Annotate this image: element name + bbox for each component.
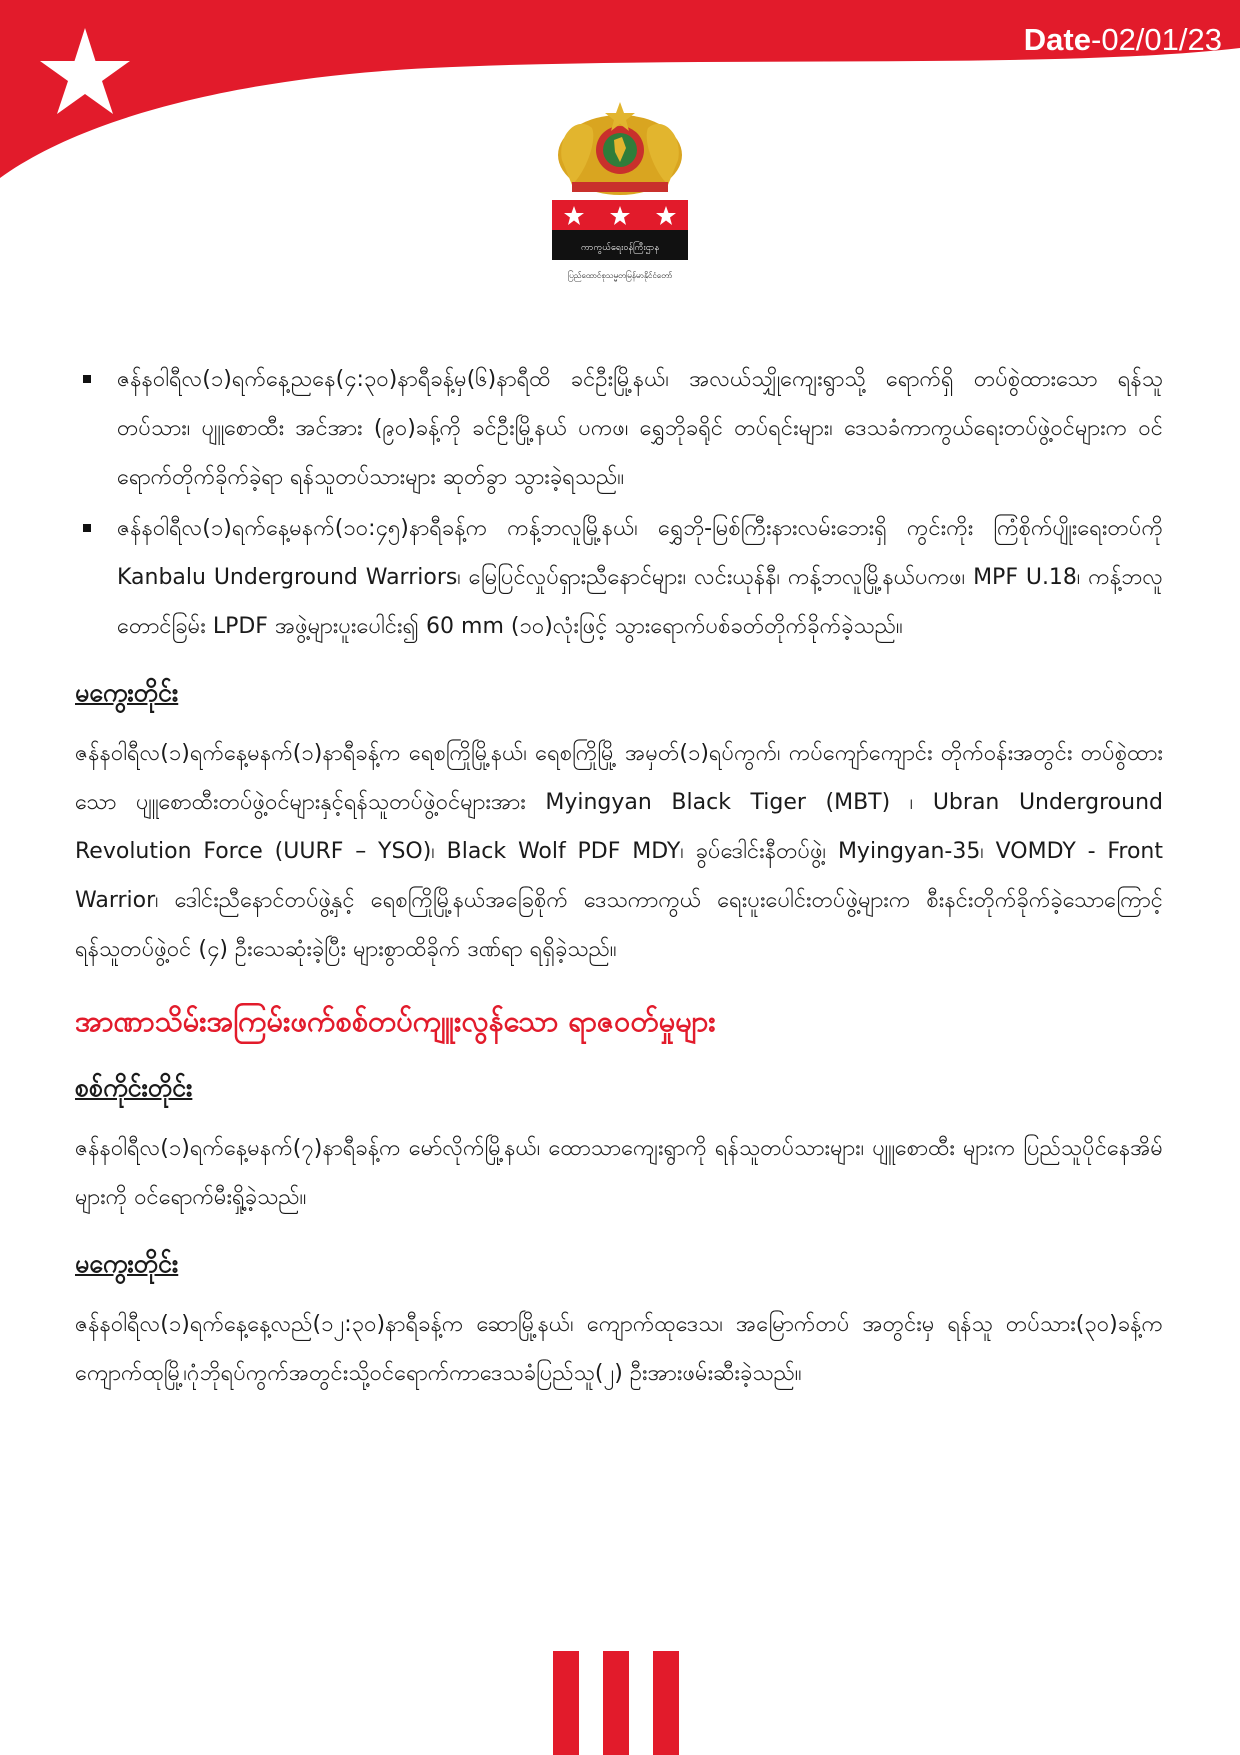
date-label: Date xyxy=(1023,22,1091,57)
date-value: -02/01/23 xyxy=(1091,22,1222,57)
list-item: ဇန်နဝါရီလ(၁)ရက်နေ့ညနေ(၄:၃၀)နာရီခန့်မှ(၆)နာရီထိ ခင်ဦးမြို့နယ်၊ အလယ်သျှိုကျေးရွာသို့ ရောက်ရှိ တပ်စွဲထားသော ရန်သူတပ်သား၊ ပျူစောထီး အင်အား (၉၀)ခန့်ကို ခင်ဦးမြို့နယ် ပကဖ၊ ရွှေဘိုခရိုင် တပ်ရင်းများ၊ ဒေသခံကာကွယ်ရေးတပ်ဖွဲ့ဝင်များက ဝင်ရောက်တိုက်ခိုက်ခဲ့ရာ ရန်သူတပ်သားများ ဆုတ်ခွာ သွားခဲ့ရသည်။ xyxy=(117,355,1163,502)
emblem-caption: ပြည်ထောင်စုသမ္မတမြန်မာနိုင်ငံတော် xyxy=(567,271,673,280)
emblem-band-text: ကာကွယ်ရေးဝန်ကြီးဌာန xyxy=(580,243,660,253)
main-content xyxy=(75,355,1163,1398)
report-paragraph: ဇန်နဝါရီလ(၁)ရက်နေ့နေ့လည်(၁၂:၃၀)နာရီခန့်က ဆောမြို့နယ်၊ ကျောက်ထုဒေသ၊ အမြောက်တပ် အတွင်းမှ ရန်သူ တပ်သား(၃၀)ခန့်ကကျောက်ထုမြို့၊ဂုံဘိုရပ်ကွက်အတွင်းသို့ဝင်ရောက်ကာဒေသခံပြည်သူ(၂) ဦးအားဖမ်းဆီးခဲ့သည်။ xyxy=(75,1312,1163,1386)
region-heading: စစ်ကိုင်းတိုင်း xyxy=(75,1073,193,1102)
report-paragraph: ဇန်နဝါရီလ(၁)ရက်နေ့မနက်(၁)နာရီခန့်က ရေစကြိုမြို့နယ်၊ ရေစကြိုမြို့ အမှတ်(၁)ရပ်ကွက်၊ ကပ်ကျော်ကျောင်း တိုက်ဝန်းအတွင်း တပ်စွဲထားသော ပျူစောထီးတပ်ဖွဲ့ဝင်များနှင့်ရန်သူတပ်ဖွဲ့ဝင်များအား Myingyan Black Tiger (MBT) ၊ Ubran Underground Revolution Force (UURF – YSO)၊ Black Wolf PDF MDY၊ ခွပ်ဒေါင်းနီတပ်ဖွဲ့၊ Myingyan-35၊ VOMDY - Front Warrior၊ ဒေါင်းညီနောင်တပ်ဖွဲ့နှင့် ရေစကြိုမြို့နယ်အခြေစိုက် ဒေသကာကွယ် ရေးပူးပေါင်းတပ်ဖွဲ့များက စီးနင်းတိုက်ခိုက်ခဲ့သောကြောင့် ရန်သူတပ်ဖွဲ့ဝင် (၄) ဦးသေဆုံးခဲ့ပြီး များစွာထိခိုက် ဒဏ်ရာ ရရှိခဲ့သည်။ xyxy=(75,741,1163,962)
footer-bars-icon xyxy=(553,1651,679,1755)
region-heading: မကွေးတိုင်း xyxy=(75,678,179,707)
state-emblem-icon xyxy=(552,100,688,290)
date-stamp xyxy=(1024,22,1222,58)
report-paragraph: ဇန်နဝါရီလ(၁)ရက်နေ့မနက်(၇)နာရီခန့်က မော်လိုက်မြို့နယ်၊ ထောသာကျေးရွာကို ရန်သူတပ်သားများ၊ ပျူစောထီး များက ပြည်သူပိုင်နေအိမ်များကို ဝင်ရောက်မီးရှို့ခဲ့သည်။ xyxy=(75,1136,1163,1210)
region-heading: မကွေးတိုင်း xyxy=(75,1249,179,1278)
section-title: အာဏာသိမ်းအကြမ်းဖက်စစ်တပ်ကျူးလွန်သော ရာဇဝတ်မှုများ xyxy=(75,1004,716,1038)
bullet-list xyxy=(75,355,1163,651)
list-item: ဇန်နဝါရီလ(၁)ရက်နေ့မနက်(၁၀:၄၅)နာရီခန့်က ကန့်ဘလူမြို့နယ်၊ ရွှေဘို-မြစ်ကြီးနားလမ်းဘေးရှိ ကွင်းကိုး ကြံစိုက်ပျိုးရေးတပ်ကို Kanbalu Underground Warriors၊ မြေပြင်လှုပ်ရှားညီနောင်များ၊ လင်းယုန်နီ၊ ကန့်ဘလူမြို့နယ်ပကဖ၊ MPF U.18၊ ကန့်ဘလူတောင်ခြမ်း LPDF အဖွဲ့များပူးပေါင်း၍ 60 mm (၁၀)လုံးဖြင့် သွားရောက်ပစ်ခတ်တိုက်ခိုက်ခဲ့သည်။ xyxy=(117,504,1163,651)
